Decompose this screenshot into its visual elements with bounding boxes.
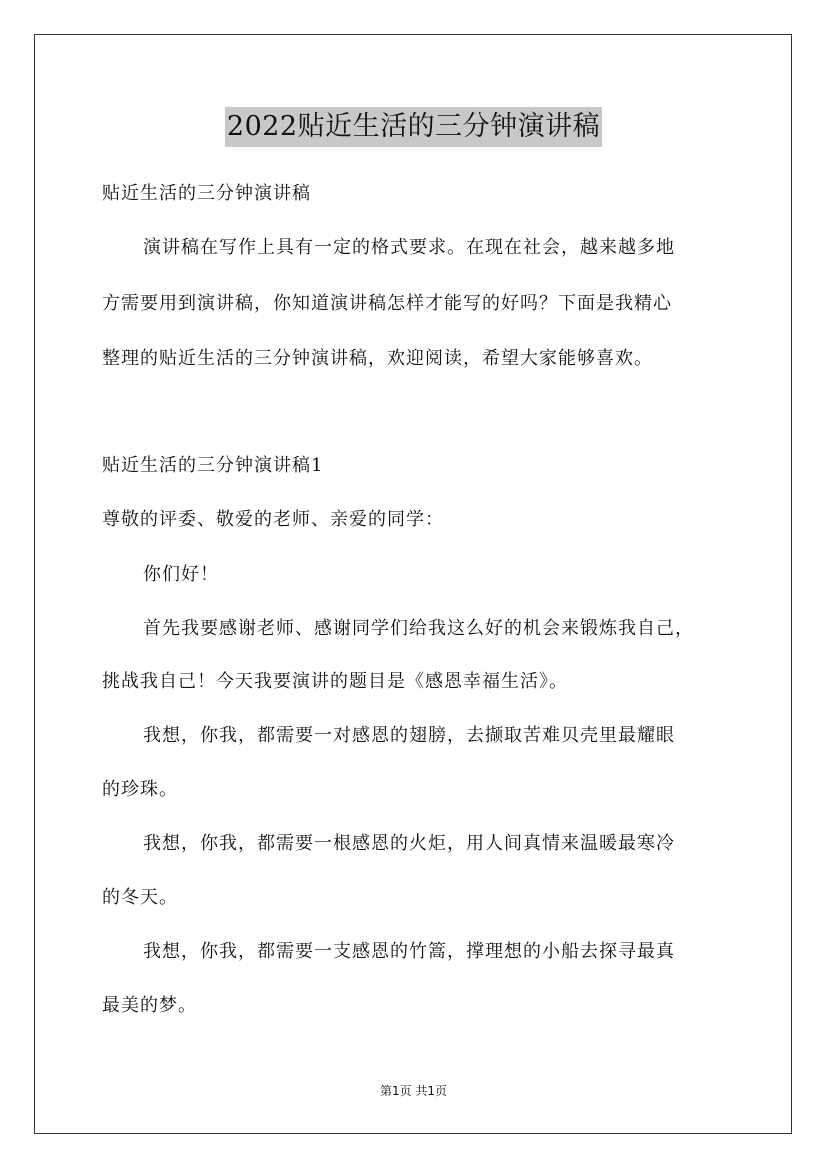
paragraph-line: 首先我要感谢老师、感谢同学们给我这么好的机会来锻炼我自己， [143,618,694,639]
document-title [0,104,827,147]
paragraph-line: 挑战我自己！今天我要演讲的题目是《感恩幸福生活》。 [102,671,568,692]
document-subtitle: 贴近生活的三分钟演讲稿 [102,183,311,204]
intro-line: 方需要用到演讲稿，你知道演讲稿怎样才能写的好吗？下面是我精心 [102,293,672,314]
paragraph-line: 最美的梦。 [102,995,197,1016]
document-title-text: 2022贴近生活的三分钟演讲稿 [225,107,602,147]
salutation: 尊敬的评委、敬爱的老师、亲爱的同学： [102,509,444,530]
greeting: 你们好！ [143,564,219,585]
intro-line: 整理的贴近生活的三分钟演讲稿，欢迎阅读，希望大家能够喜欢。 [102,348,653,369]
section-heading: 贴近生活的三分钟演讲稿1 [102,455,324,476]
intro-line: 演讲稿在写作上具有一定的格式要求。在现在社会，越来越多地 [143,237,675,258]
paragraph-line: 我想，你我，都需要一对感恩的翅膀，去撷取苦难贝壳里最耀眼 [143,725,675,746]
page-number: 第1页 共1页 [379,1084,448,1098]
paragraph-line: 的冬天。 [102,887,178,908]
paragraph-line: 我想，你我，都需要一根感恩的火炬，用人间真情来温暖最寒冷 [143,833,675,854]
paragraph-line: 的珍珠。 [102,779,178,800]
paragraph-line: 我想，你我，都需要一支感恩的竹篙，撑理想的小船去探寻最真 [143,941,675,962]
